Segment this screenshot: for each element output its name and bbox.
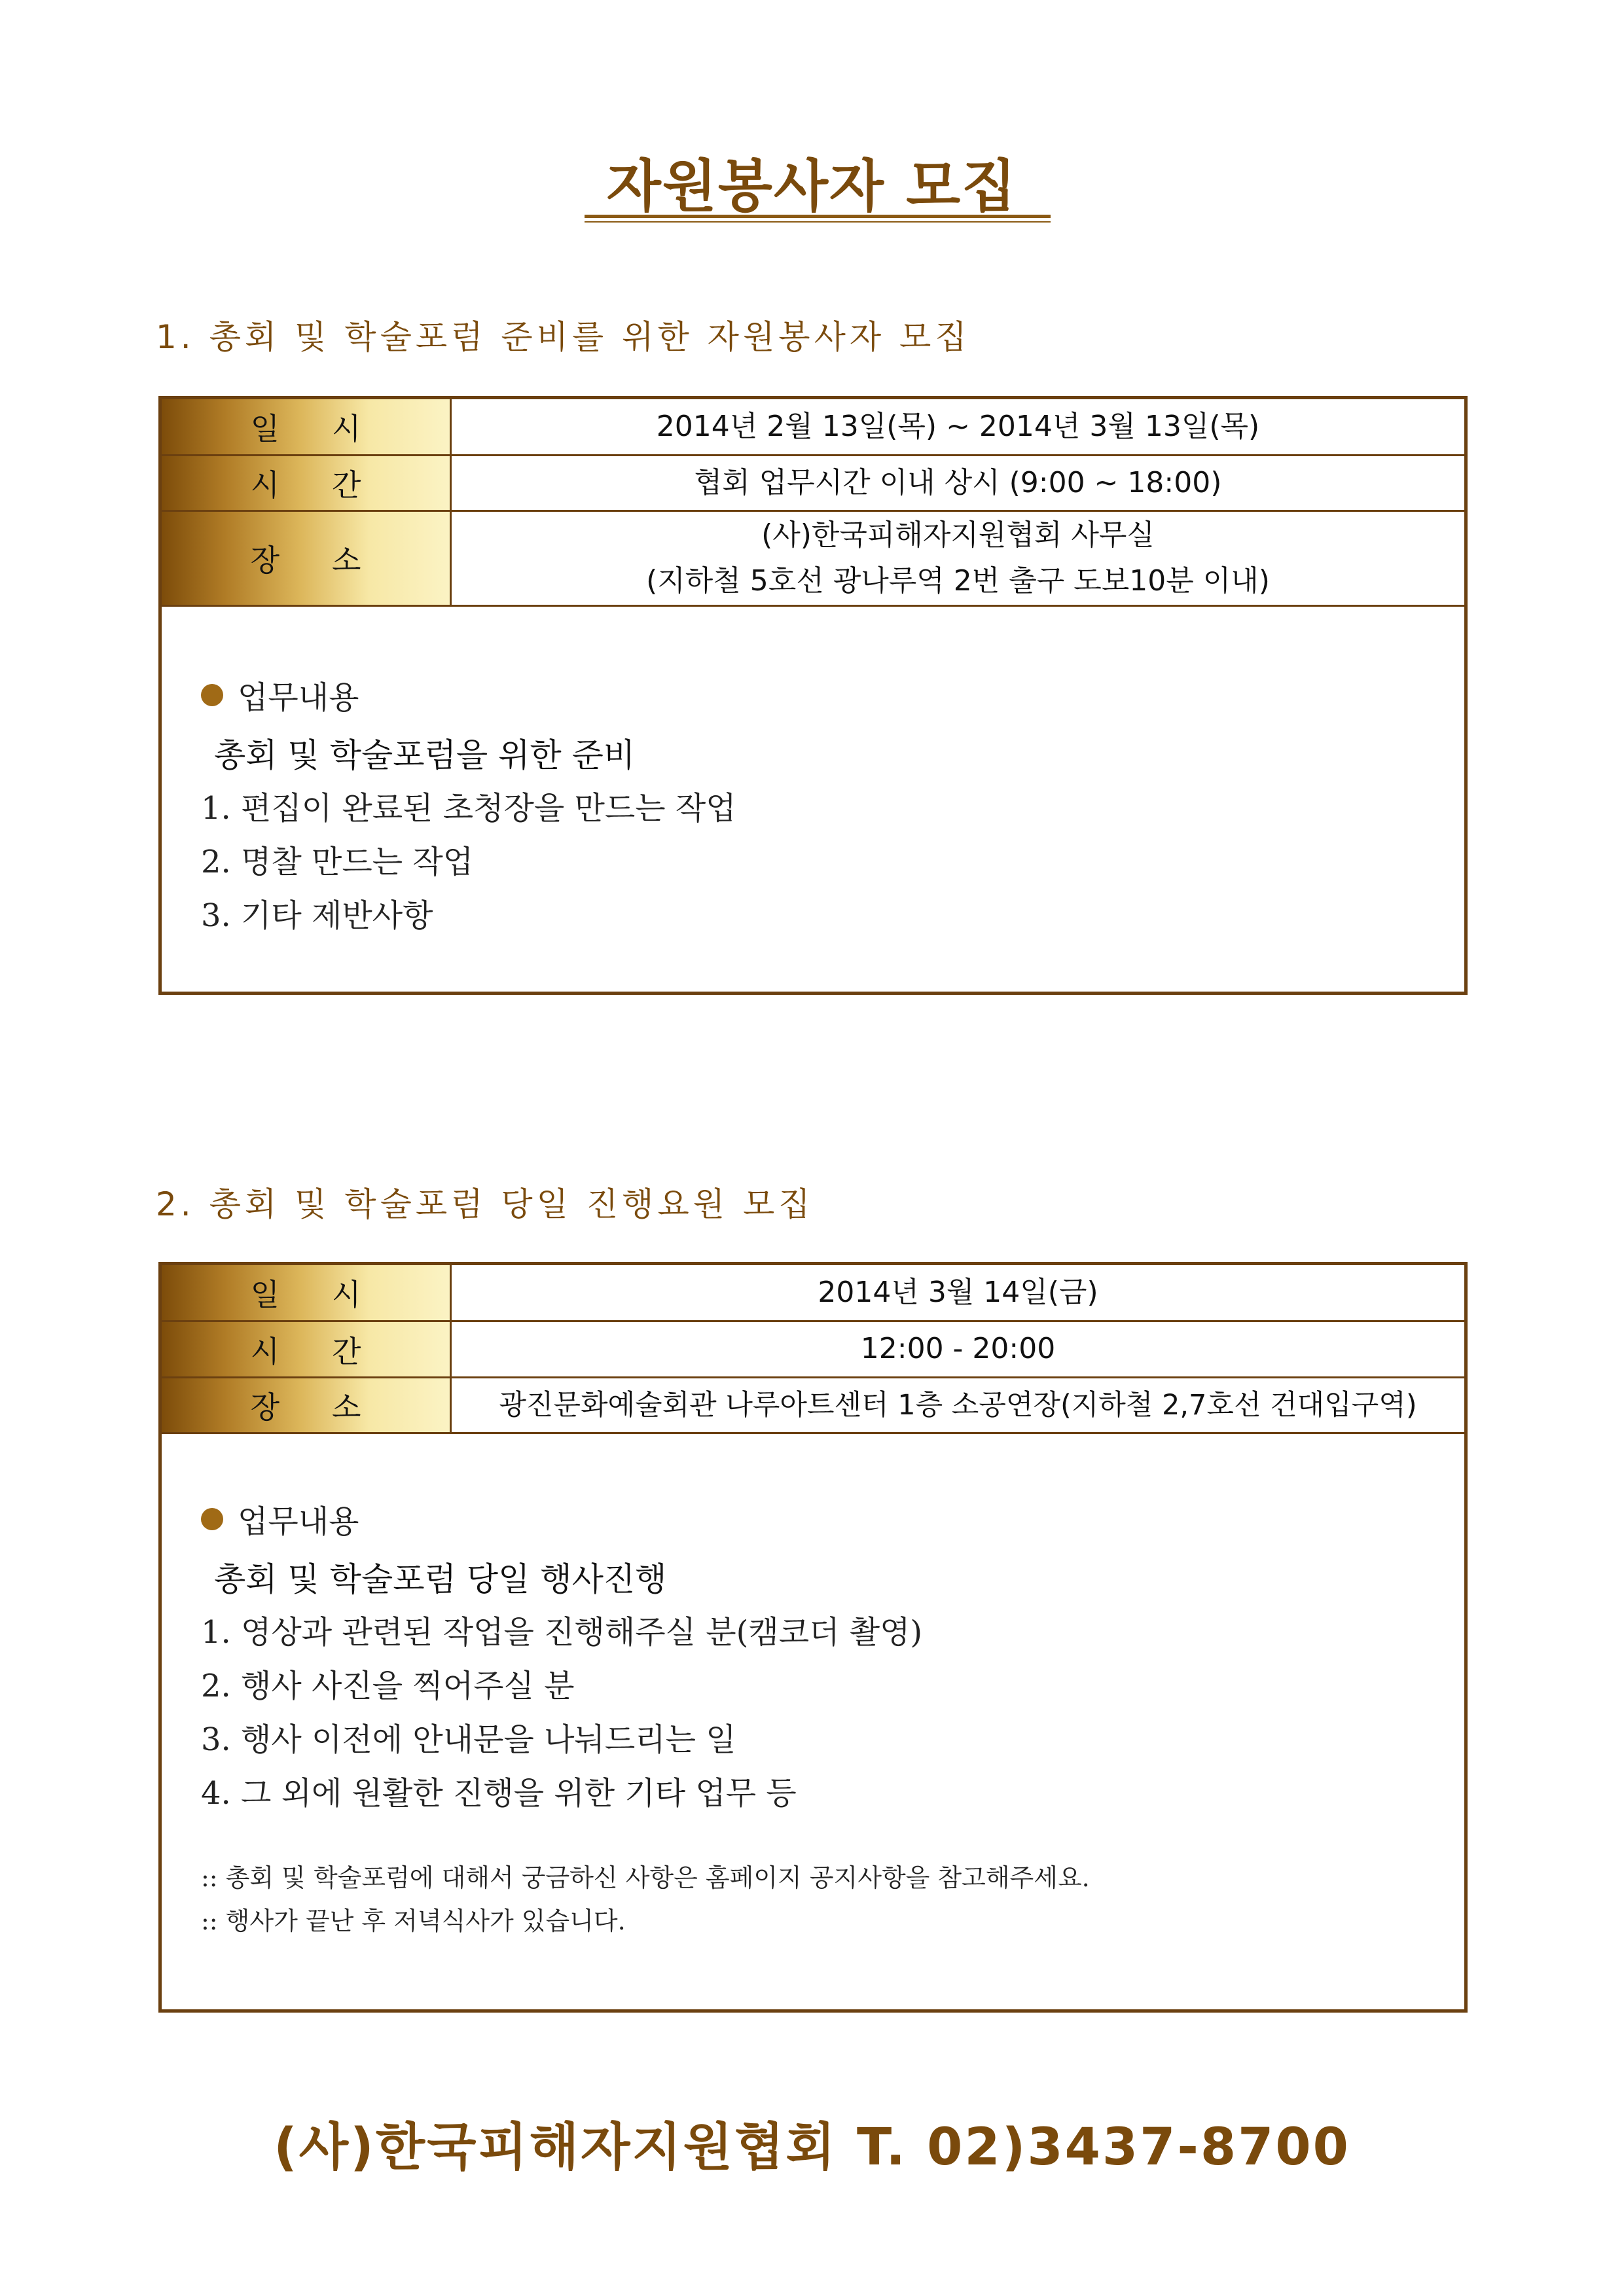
row-value-line: 2014년 3월 14일(금) xyxy=(818,1275,1098,1309)
row-value-line: 협회 업무시간 이내 상시 (9:00 ~ 18:00) xyxy=(694,465,1222,499)
row-value-line: (사)한국피해자지원협회 사무실 xyxy=(761,518,1155,552)
row-value xyxy=(452,1322,1464,1376)
duty-item: 1. 편집이 완료된 초청장을 만드는 작업 xyxy=(201,790,736,827)
row-value-line: 2014년 2월 13일(목) ~ 2014년 3월 13일(목) xyxy=(656,409,1260,443)
section2-row-place xyxy=(162,1378,1464,1434)
row-label: 일시 xyxy=(162,1265,452,1320)
row-label: 시간 xyxy=(162,456,452,510)
row-value xyxy=(452,1378,1464,1432)
row-label: 시간 xyxy=(162,1322,452,1376)
section2-duty xyxy=(162,1434,1464,1943)
row-value-line: 광진문화예술회관 나루아트센터 1층 소공연장(지하철 2,7호선 건대입구역) xyxy=(499,1388,1417,1422)
row-value-line: 12:00 - 20:00 xyxy=(860,1332,1056,1366)
section2-heading: 2. 총회 및 학술포럼 당일 진행요원 모집 xyxy=(156,1185,814,1223)
row-value xyxy=(452,1265,1464,1320)
duty-heading-label: 업무내용 xyxy=(238,1503,359,1540)
duty-heading-label: 업무내용 xyxy=(238,679,359,716)
duty-subtitle: 총회 및 학술포럼 당일 행사진행 xyxy=(214,1560,667,1598)
footer-contact: (사)한국피해자지원협회 T. 02)3437-8700 xyxy=(274,2118,1350,2177)
section2-row-date xyxy=(162,1265,1464,1322)
bullet-dot-icon xyxy=(201,684,223,706)
row-value xyxy=(452,456,1464,510)
duty-subtitle: 총회 및 학술포럼을 위한 준비 xyxy=(214,736,636,774)
duty-item: 3. 기타 제반사항 xyxy=(201,897,433,934)
duty-item: 3. 행사 이전에 안내문을 나눠드리는 일 xyxy=(201,1721,736,1758)
section1-heading: 1. 총회 및 학술포럼 준비를 위한 자원봉사자 모집 xyxy=(156,318,971,356)
duty-item: 1. 영상과 관련된 작업을 진행해주실 분(캠코더 촬영) xyxy=(201,1614,923,1651)
row-label: 장소 xyxy=(162,1378,452,1432)
bullet-dot-icon xyxy=(201,1508,223,1530)
section1-row-place xyxy=(162,512,1464,607)
duty-heading xyxy=(201,1496,1464,1541)
section2-box xyxy=(158,1262,1468,2013)
duty-heading xyxy=(201,672,1464,717)
note-line: :: 행사가 끝난 후 저녁식사가 있습니다. xyxy=(201,1907,626,1935)
section2-row-time xyxy=(162,1322,1464,1378)
section1-row-date xyxy=(162,399,1464,456)
duty-item: 2. 행사 사진을 찍어주실 분 xyxy=(201,1668,575,1704)
row-value xyxy=(452,512,1464,605)
section1-duty xyxy=(162,607,1464,942)
row-label: 일시 xyxy=(162,399,452,454)
row-value xyxy=(452,399,1464,454)
note-line: :: 총회 및 학술포럼에 대해서 궁금하신 사항은 홈페이지 공지사항을 참고해주세요. xyxy=(201,1863,1090,1892)
row-label: 장소 xyxy=(162,512,452,605)
section1-row-time xyxy=(162,456,1464,512)
section1-box xyxy=(158,396,1468,995)
row-value-line: (지하철 5호선 광나루역 2번 출구 도보10분 이내) xyxy=(646,564,1270,598)
page-title: 자원봉사자 모집 xyxy=(606,154,1018,219)
duty-item: 4. 그 외에 원활한 진행을 위한 기타 업무 등 xyxy=(201,1775,797,1812)
spacer xyxy=(201,1820,1464,1856)
title-underline xyxy=(585,215,1051,223)
duty-item: 2. 명찰 만드는 작업 xyxy=(201,844,474,880)
